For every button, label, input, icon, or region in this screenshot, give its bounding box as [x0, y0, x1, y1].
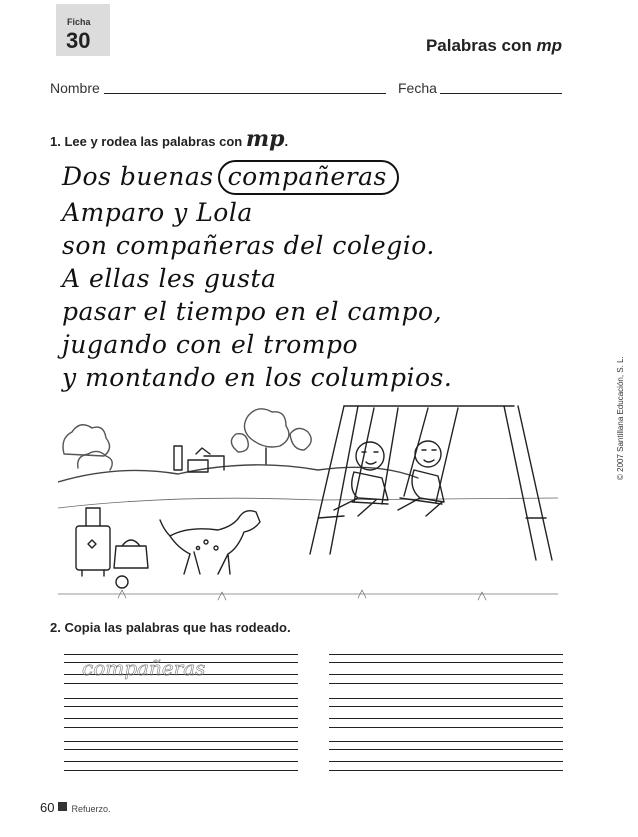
poem-title — [62, 160, 399, 195]
writing-line — [64, 683, 298, 684]
fecha-field[interactable] — [440, 93, 562, 94]
exercise1-instruction-text: 1. Lee y rodea las palabras con — [50, 134, 243, 149]
writing-line — [329, 662, 563, 663]
writing-line — [64, 727, 298, 728]
ficha-box — [56, 4, 110, 56]
poem-line: Amparo y Lola — [62, 198, 253, 227]
ficha-label: Ficha — [67, 17, 91, 27]
nombre-field[interactable] — [104, 93, 386, 94]
fecha-label: Fecha — [398, 80, 437, 96]
title-main: Palabras con — [425, 36, 537, 55]
poem-title-circled[interactable]: compañeras — [218, 160, 399, 195]
exercise1-hand-suffix: . — [284, 134, 289, 149]
writing-line — [329, 674, 563, 675]
writing-line — [329, 741, 563, 742]
footer-square-icon — [58, 802, 67, 811]
writing-line — [64, 761, 298, 762]
writing-lines[interactable] — [64, 698, 298, 728]
writing-lines[interactable] — [329, 698, 563, 728]
writing-line — [64, 706, 298, 707]
nombre-label: Nombre — [50, 80, 100, 96]
exercise1-hand-mp: mp — [245, 126, 285, 152]
writing-lines[interactable] — [329, 741, 563, 771]
writing-lines[interactable] — [64, 741, 298, 771]
poem-line: y montando en los columpios. — [62, 363, 453, 392]
poem-line: jugando con el trompo — [62, 330, 359, 359]
title-emphasis: mp — [536, 36, 562, 55]
writing-line — [64, 741, 298, 742]
writing-line — [329, 761, 563, 762]
page-number: 60 — [40, 800, 55, 815]
writing-line — [64, 654, 298, 655]
writing-line — [64, 718, 298, 719]
writing-line — [329, 718, 563, 719]
page-title — [426, 36, 562, 56]
trace-word: compañeras — [82, 656, 206, 680]
writing-line — [329, 698, 563, 699]
park-illustration — [58, 398, 558, 610]
page-footer — [40, 800, 111, 815]
poem-line: A ellas les gusta — [62, 264, 277, 293]
poem-line: pasar el tiempo en el campo, — [62, 297, 443, 326]
poem-line: son compañeras del colegio. — [62, 231, 435, 260]
writing-line — [64, 749, 298, 750]
writing-lines[interactable] — [329, 654, 563, 684]
writing-lines[interactable] — [64, 654, 298, 684]
writing-line — [329, 654, 563, 655]
writing-line — [329, 683, 563, 684]
writing-line — [64, 698, 298, 699]
writing-line — [329, 727, 563, 728]
footer-section: Refuerzo. — [71, 804, 111, 814]
writing-line — [64, 770, 298, 771]
writing-line — [329, 770, 563, 771]
writing-line — [329, 749, 563, 750]
exercise1-instruction — [50, 126, 288, 152]
writing-line — [329, 706, 563, 707]
exercise2-instruction: 2. Copia las palabras que has rodeado. — [50, 620, 291, 635]
copyright-credit: © 2007 Santillana Educación, S. L. — [616, 356, 625, 480]
poem-title-plain: Dos buenas — [62, 162, 214, 191]
ficha-number: 30 — [66, 28, 91, 53]
